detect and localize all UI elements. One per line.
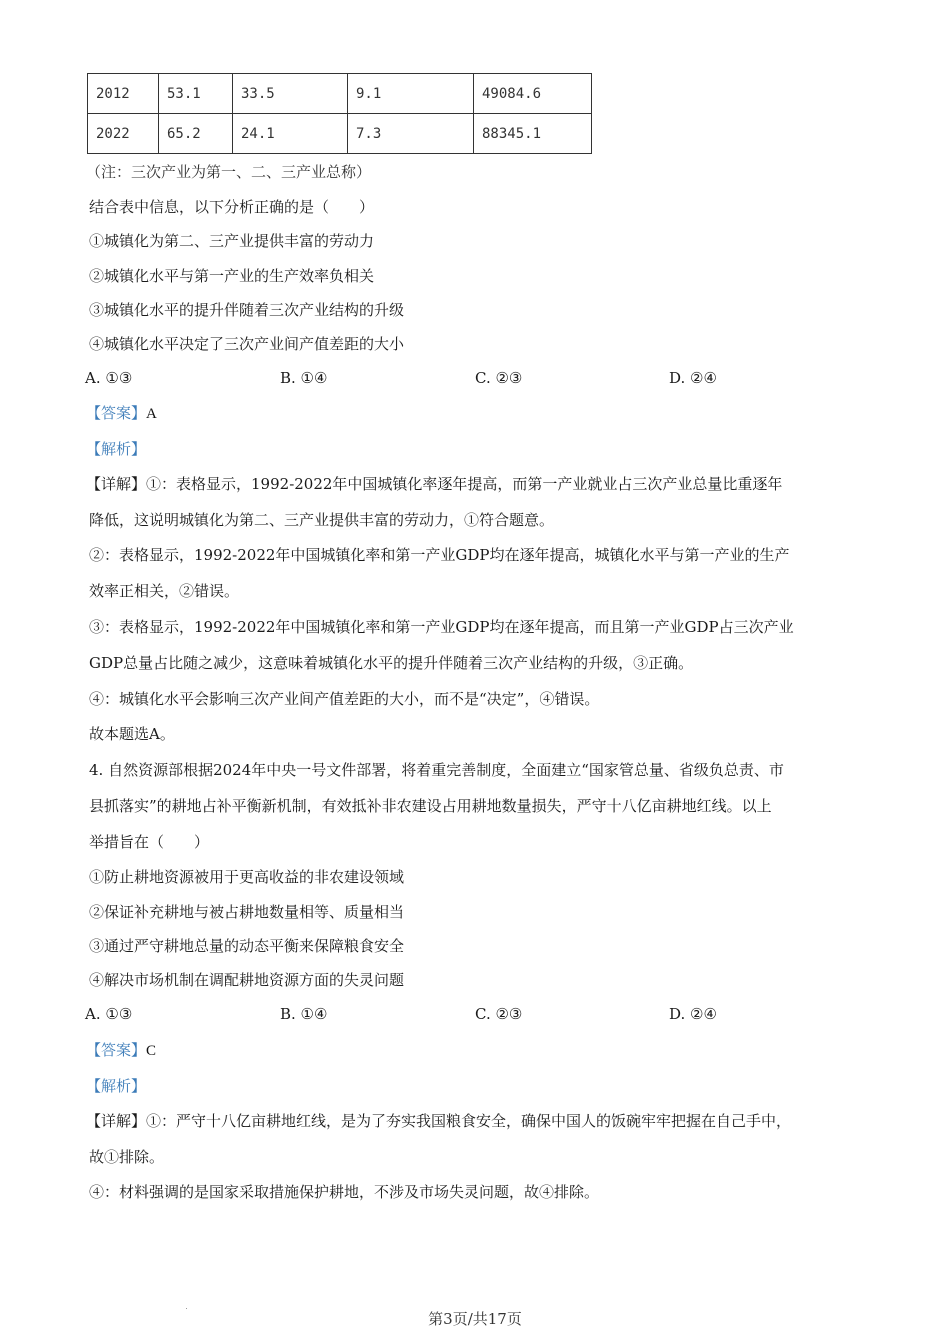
q4-detail-line-2: 故①排除。 [89,1148,165,1166]
table-row [88,74,592,114]
table-cell: 2012 [88,74,159,114]
page-footer: 第3页/共17页 [428,1310,522,1328]
q4-detail-line-1 [86,1111,791,1131]
q3-option-c: C. ②③ [475,369,523,387]
q4-option-a: A. ①③ [85,1005,133,1023]
table-cell: 49084.6 [474,74,592,114]
answer-value: A [146,406,157,422]
q3-statement-3: ③城镇化水平的提升伴随着三次产业结构的升级 [89,301,405,319]
q3-option-b: B. ①④ [280,369,328,387]
table-cell: 33.5 [233,74,348,114]
analysis-label: 【解析】 [86,440,147,458]
q3-option-a: A. ①③ [85,369,133,387]
detail-label: 【详解】 [86,475,147,493]
detail-text: ①：严守十八亿亩耕地红线，是为了夯实我国粮食安全，确保中国人的饭碗牢牢把握在自己手中， [146,1112,792,1130]
q4-answer [86,1040,156,1061]
q4-statement-1: ①防止耕地资源被用于更高收益的非农建设领域 [89,868,405,886]
table-note: （注：三次产业为第一、二、三产业总称） [86,163,372,181]
q3-detail-line-6: GDP总量占比随之减少，这意味着城镇化水平的提升伴随着三次产业结构的升级，③正确。 [89,654,694,672]
q3-detail-line-5: ③：表格显示，1992-2022年中国城镇化率和第一产业GDP均在逐年提高，而且第一产业GDP占三次产业 [89,618,794,636]
table-cell: 65.2 [159,114,233,154]
table-cell: 9.1 [348,74,474,114]
q3-detail-line-7: ④：城镇化水平会影响三次产业间产值差距的大小，而不是“决定”，④错误。 [89,690,600,708]
answer-label: 【答案】 [86,1041,147,1059]
q3-answer [86,403,157,424]
q3-detail-line-1 [86,474,782,494]
q3-detail-line-4: 效率正相关，②错误。 [89,582,240,600]
q3-stem: 结合表中信息，以下分析正确的是（ ） [89,198,375,216]
q4-option-d: D. ②④ [669,1005,717,1023]
urbanization-data-table [87,73,592,154]
answer-label: 【答案】 [86,404,147,422]
q3-statement-2: ②城镇化水平与第一产业的生产效率负相关 [89,267,375,285]
table-cell: 7.3 [348,114,474,154]
q4-stem-line-3: 举措旨在（ ） [89,833,210,851]
q4-option-b: B. ①④ [280,1005,328,1023]
q3-detail-line-3: ②：表格显示，1992-2022年中国城镇化率和第一产业GDP均在逐年提高，城镇化水平与第一产业的生产 [89,546,790,564]
q4-analysis-label [86,1076,146,1096]
table-cell: 88345.1 [474,114,592,154]
q4-stem-line-1: 4. 自然资源部根据2024年中央一号文件部署，将着重完善制度，全面建立“国家管总量、省级负总责、市 [89,761,784,779]
q3-option-d: D. ②④ [669,369,717,387]
q4-option-c: C. ②③ [475,1005,523,1023]
table-cell: 24.1 [233,114,348,154]
detail-text: ①：表格显示，1992-2022年中国城镇化率逐年提高，而第一产业就业占三次产业总量比重逐年 [146,475,783,493]
q3-analysis-label [86,439,146,459]
table-row [88,114,592,154]
q4-statement-4: ④解决市场机制在调配耕地资源方面的失灵问题 [89,971,405,989]
q3-detail-line-2: 降低，这说明城镇化为第二、三产业提供丰富的劳动力，①符合题意。 [89,511,555,529]
q4-stem-line-2: 县抓落实”的耕地占补平衡新机制，有效抵补非农建设占用耕地数量损失，严守十八亿亩耕地红线。以上 [89,797,772,815]
q3-conclusion: 故本题选A。 [89,725,175,743]
q4-statement-3: ③通过严守耕地总量的动态平衡来保障粮食安全 [89,937,405,955]
answer-value: C [146,1043,157,1059]
table-cell: 2022 [88,114,159,154]
q4-detail-line-3: ④：材料强调的是国家采取措施保护耕地，不涉及市场失灵问题，故④排除。 [89,1183,600,1201]
q3-statement-4: ④城镇化水平决定了三次产业间产值差距的大小 [89,335,405,353]
q3-statement-1: ①城镇化为第二、三产业提供丰富的劳动力 [89,232,375,250]
table-cell: 53.1 [159,74,233,114]
analysis-label: 【解析】 [86,1077,147,1095]
detail-label: 【详解】 [86,1112,147,1130]
q4-statement-2: ②保证补充耕地与被占耕地数量相等、质量相当 [89,903,405,921]
